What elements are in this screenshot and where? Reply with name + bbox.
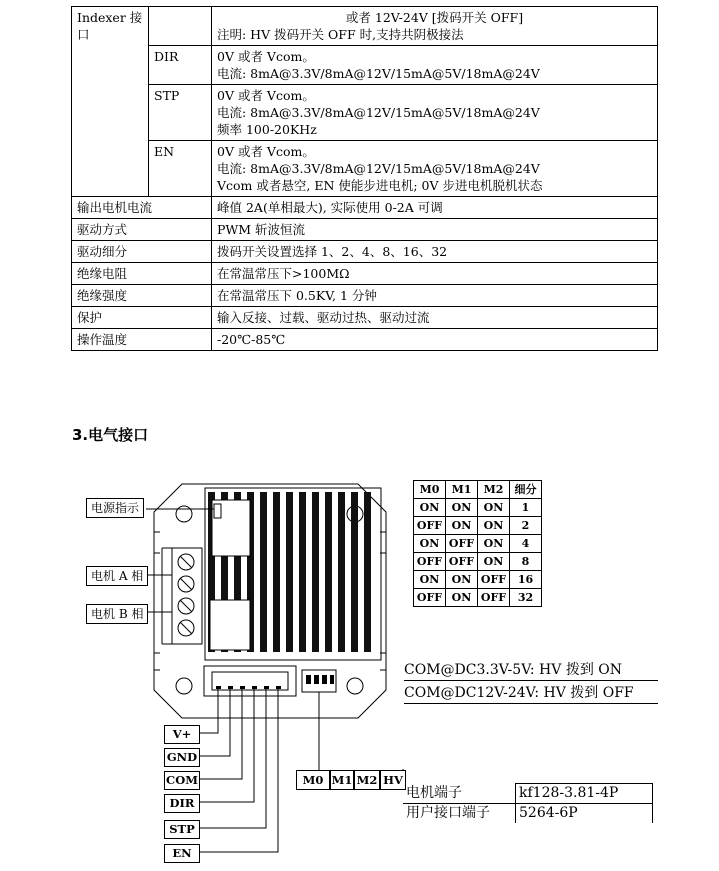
pin-dir: DIR	[164, 794, 200, 813]
spec-value-line: 拨码开关设置选择 1、2、4、8、16、32	[217, 244, 448, 259]
dip-table	[413, 480, 542, 607]
spec-value-line: 输入反接、过载、驱动过热、驱动过流	[217, 310, 430, 325]
dip-cell: OFF	[414, 517, 446, 535]
pin-gnd: GND	[164, 748, 200, 767]
pin-stp: STP	[164, 820, 200, 839]
dip-cell: ON	[478, 499, 510, 517]
spec-value-line: 电流: 8mA@3.3V/8mA@12V/15mA@5V/18mA@24V	[217, 105, 540, 120]
hv-note-high: COM@DC12V-24V: HV 拨到 OFF	[404, 683, 658, 704]
dip-row	[414, 535, 542, 553]
dip-cell: ON	[478, 553, 510, 571]
spec-label: 绝缘强度	[72, 285, 212, 307]
dip-table-body	[414, 499, 542, 607]
phase-a-label: 电机 A 相	[86, 566, 148, 586]
dip-cell: 8	[510, 553, 542, 571]
connector-row	[403, 804, 653, 824]
dip-header-microstep: 细分	[510, 481, 542, 499]
spec-value-line: 电流: 8mA@3.3V/8mA@12V/15mA@5V/18mA@24V	[217, 66, 540, 81]
dip-row	[414, 499, 542, 517]
dip-cell: ON	[446, 571, 478, 589]
spec-value-line: Vcom 或者悬空, EN 使能步进电机; 0V 步进电机脱机状态	[217, 178, 543, 193]
mount-hole	[347, 678, 363, 694]
pin-en: EN	[164, 844, 200, 863]
dip-header-m0: M0	[414, 481, 446, 499]
dip-cell: ON	[446, 517, 478, 535]
connector-name: 用户接口端子	[403, 804, 516, 824]
connector-row	[403, 784, 653, 804]
dip-row	[414, 571, 542, 589]
dip-cell: OFF	[414, 589, 446, 607]
dip-label-m1: M1	[330, 770, 354, 790]
pin-vplus: V+	[164, 725, 200, 744]
spec-label: 驱动方式	[72, 219, 212, 241]
spec-value-line: 注明: HV 拨码开关 OFF 时,支持共阴极接法	[217, 27, 464, 42]
spec-value-line: 0V 或者 Vcom。	[217, 144, 315, 159]
dip-cell: 4	[510, 535, 542, 553]
dip-cell: 1	[510, 499, 542, 517]
dip-label-m2: M2	[354, 770, 380, 790]
dip-cell: ON	[478, 517, 510, 535]
spec-label: 驱动细分	[72, 241, 212, 263]
dip-label-hv: HV	[380, 770, 406, 790]
dip-header-m1: M1	[446, 481, 478, 499]
spec-label: Indexer 接口	[72, 7, 149, 197]
spec-label: 输出电机电流	[72, 197, 212, 219]
spec-label: 绝缘电阻	[72, 263, 212, 285]
dip-cell: 16	[510, 571, 542, 589]
mount-hole	[176, 678, 192, 694]
dip-cell: 2	[510, 517, 542, 535]
spec-value-line: 或者 12V-24V [拨码开关 OFF]	[345, 10, 524, 25]
spec-value-line: 0V 或者 Vcom。	[217, 49, 315, 64]
dip-label-m0: M0	[296, 770, 330, 790]
dip-cell: OFF	[478, 589, 510, 607]
hv-note-low: COM@DC3.3V-5V: HV 拨到 ON	[404, 660, 658, 681]
phase-b-label: 电机 B 相	[86, 604, 148, 624]
power-indicator-label: 电源指示	[86, 498, 144, 518]
dip-cell: OFF	[478, 571, 510, 589]
dip-table-header	[414, 481, 542, 499]
spec-sublabel: STP	[149, 85, 212, 141]
spec-label: 操作温度	[72, 329, 212, 351]
connector-table	[403, 783, 653, 823]
spec-sublabel: DIR	[149, 46, 212, 85]
spec-value-line: 频率 100-20KHz	[217, 122, 317, 137]
dip-cell: ON	[414, 535, 446, 553]
spec-sublabel: EN	[149, 141, 212, 197]
dip-cell: ON	[414, 571, 446, 589]
spec-value-line: PWM 斩波恒流	[217, 222, 306, 237]
spec-value-line: 0V 或者 Vcom。	[217, 88, 315, 103]
dip-row	[414, 589, 542, 607]
power-led	[214, 504, 221, 518]
section-title: 3.电气接口	[72, 426, 149, 444]
dip-row	[414, 517, 542, 535]
mount-hole	[176, 506, 192, 522]
dip-cell: ON	[414, 499, 446, 517]
spec-value-line: 在常温常压下 0.5KV, 1 分钟	[217, 288, 377, 303]
spec-value-line: 在常温常压下>100MΩ	[217, 266, 350, 281]
dip-cell: ON	[478, 535, 510, 553]
pin-com: COM	[164, 771, 200, 790]
dip-cell: ON	[446, 499, 478, 517]
dip-cell: OFF	[446, 535, 478, 553]
connector-name: 电机端子	[403, 784, 516, 804]
connector-part: 5264-6P	[516, 804, 653, 824]
spec-value-line: -20℃-85℃	[217, 332, 286, 347]
dip-header-m2: M2	[478, 481, 510, 499]
spec-label: 保护	[72, 307, 212, 329]
dip-cell: ON	[446, 589, 478, 607]
dip-cell: OFF	[414, 553, 446, 571]
spec-value-line: 电流: 8mA@3.3V/8mA@12V/15mA@5V/18mA@24V	[217, 161, 540, 176]
dip-row	[414, 553, 542, 571]
spec-value-line: 峰值 2A(单相最大), 实际使用 0-2A 可调	[217, 200, 443, 215]
dip-cell: OFF	[446, 553, 478, 571]
dip-cell: 32	[510, 589, 542, 607]
connector-part: kf128-3.81-4P	[516, 784, 653, 804]
